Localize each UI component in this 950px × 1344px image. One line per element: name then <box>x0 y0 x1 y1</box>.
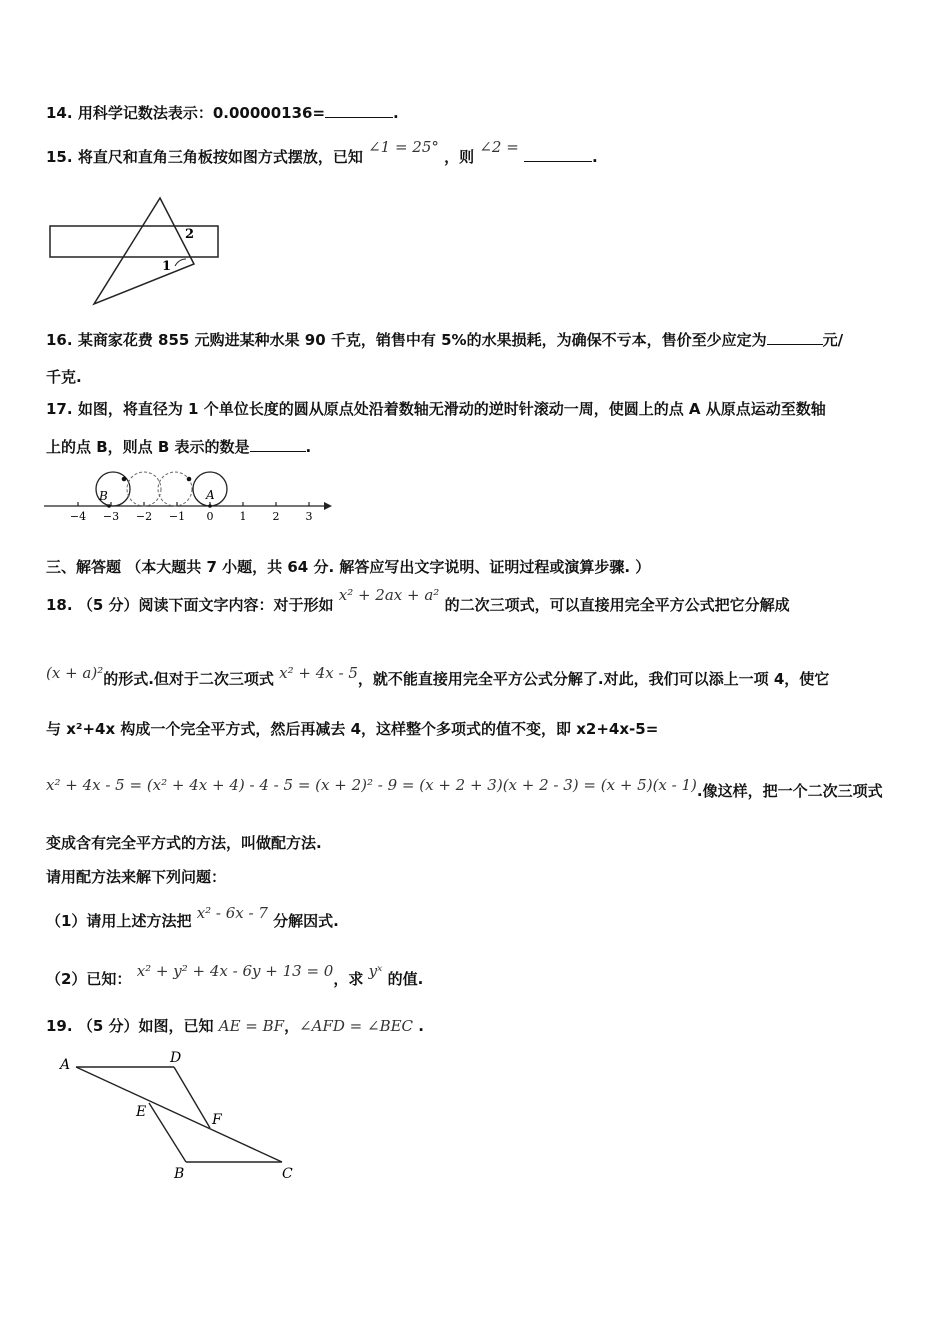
q16-line1: 某商家花费 855 元购进某种水果 90 千克，销售中有 5%的水果损耗，为确保不亏本，售价至少应定为 <box>77 331 767 349</box>
q18-sub1-a: （1）请用上述方法把 <box>46 912 192 930</box>
q17-line2: 上的点 B，则点 B 表示的数是 <box>46 438 250 456</box>
q15-end: . <box>592 148 598 166</box>
axis-tick-label: 2 <box>272 510 280 523</box>
q18-para6: 请用配方法来解下列问题： <box>46 868 227 886</box>
q18-intro-a: 阅读下面文字内容：对于形如 <box>138 596 334 614</box>
q18-sub1-b: 分解因式. <box>273 912 339 930</box>
dot-1 <box>122 477 127 482</box>
q17-number: 17. <box>46 400 73 418</box>
q15-answer-blank[interactable] <box>524 147 592 162</box>
label-a: A <box>60 1057 71 1073</box>
label-f: F <box>212 1112 222 1128</box>
q18-derivation: x² + 4x - 5 = (x² + 4x + 4) - 4 - 5 = (x + 2)² - 9 = (x + 2 + 3)(x + 2 - 3) = (x + 5)(x - 1) <box>46 776 697 794</box>
q17-answer-blank[interactable] <box>250 437 306 452</box>
circle-dashed-1 <box>127 472 161 506</box>
q18-para3: 与 x²+4x 构成一个完全平方式，然后再减去 4，这样整个多项式的值不变，即 x2+4x-5= <box>46 720 659 738</box>
point-a-dot <box>208 504 212 508</box>
q17-line1: 如图，将直径为 1 个单位长度的圆从原点处沿着数轴无滑动的逆时针滚动一周，使圆上的点 A 从原点运动至数轴 <box>77 400 826 418</box>
section-3-note: （本大题共 7 小题，共 64 分. 解答应写出文字说明、证明过程或演算步骤. ） <box>126 558 651 576</box>
q16-answer-blank[interactable] <box>767 330 823 345</box>
axis-tick-label: −3 <box>102 510 120 523</box>
q18-expr1: x² + 2ax + a² <box>338 586 440 604</box>
section-3-title: 三、解答题 <box>46 558 122 576</box>
label-e: E <box>136 1104 147 1120</box>
angle1-arc <box>175 259 186 266</box>
question-14 <box>46 102 399 124</box>
triangle <box>94 198 194 304</box>
segment-ac <box>76 1067 282 1162</box>
q18-p2-b: ，就不能直接用完全平方公式分解了.对此，我们可以添上一项 4，使它 <box>357 670 830 688</box>
q18-intro-b: 的二次三项式，可以直接用完全平方公式把它分解成 <box>444 596 790 614</box>
q17-end: . <box>305 438 312 456</box>
q14-end: . <box>393 104 399 122</box>
q19-cond1: AE = BF <box>218 1017 285 1035</box>
label-2: 2 <box>185 227 195 242</box>
q15-number: 15. <box>46 148 73 166</box>
q19-sep: ， <box>284 1017 300 1035</box>
q18-para5: 变成含有完全平方式的方法，叫做配方法. <box>46 834 322 852</box>
q14-answer-blank[interactable] <box>325 103 393 118</box>
axis-tick-label: −4 <box>69 510 87 523</box>
question-16 <box>46 329 843 351</box>
axis-tick-label: −2 <box>135 510 153 523</box>
question-15 <box>46 138 598 168</box>
q18-sub1 <box>46 904 339 932</box>
q18-sub2-expr: x² + y² + 4x - 6y + 13 = 0 <box>136 962 334 980</box>
q14-text: 用科学记数法表示：0.00000136= <box>77 104 326 122</box>
q18-p2-a: 的形式.但对于二次三项式 <box>103 670 274 688</box>
q18-para2 <box>46 664 830 690</box>
q18-expr3: x² + 4x - 5 <box>279 664 358 682</box>
q18-sub2-a: （2）已知： <box>46 970 132 988</box>
q19-number: 19. <box>46 1017 73 1035</box>
q16-line2: 千克. <box>46 368 82 386</box>
question-17 <box>46 398 826 420</box>
q18-sub2-b: ，求 <box>333 970 364 988</box>
label-c: C <box>282 1166 293 1182</box>
q15-angle1: ∠1 = 25° <box>368 138 439 156</box>
axis-arrow <box>324 502 332 510</box>
axis-tick-label: 0 <box>206 510 214 523</box>
q18-number: 18. <box>46 596 73 614</box>
q15-text-b: ，则 <box>444 148 475 166</box>
point-b-dot <box>107 504 111 508</box>
axis-tick-label: −1 <box>168 510 186 523</box>
q19-score: （5 分） <box>77 1017 139 1035</box>
q19-parallelogram-figure <box>50 1046 310 1186</box>
q19-text: 如图，已知 <box>138 1017 214 1035</box>
dot-2 <box>187 477 192 482</box>
q19-end: . <box>418 1017 424 1035</box>
q15-text-a: 将直尺和直角三角板按如图方式摆放，已知 <box>77 148 363 166</box>
q16-unit: 元/ <box>822 331 844 349</box>
q18-sub2-c: 的值. <box>387 970 424 988</box>
question-19 <box>46 1015 424 1037</box>
q18-p4-tail: .像这样，把一个二次三项式 <box>696 782 883 800</box>
q17-line2-row <box>46 436 311 458</box>
label-a: A <box>206 488 215 502</box>
q18-expr2: (x + a)² <box>46 664 104 682</box>
section-3-heading <box>46 556 650 578</box>
axis-tick-label: 1 <box>239 510 247 523</box>
segment-df <box>174 1067 210 1128</box>
q18-sub2-expr2: yˣ <box>368 962 383 980</box>
q18-sub1-expr: x² - 6x - 7 <box>196 904 268 922</box>
question-18 <box>46 586 790 616</box>
circle-dashed-2 <box>158 472 192 506</box>
label-1: 1 <box>162 259 172 274</box>
q18-sub2 <box>46 962 424 990</box>
q18-para4 <box>46 776 883 802</box>
q19-cond2: ∠AFD = ∠BEC <box>299 1017 414 1035</box>
label-b: B <box>174 1166 185 1182</box>
q18-score: （5 分） <box>77 596 139 614</box>
axis-tick-label: 3 <box>305 510 313 523</box>
q17-rolling-circle-figure <box>40 462 340 526</box>
q15-angle2: ∠2 = <box>479 138 519 156</box>
label-b: B <box>99 489 108 503</box>
q15-ruler-triangle-figure <box>40 192 240 312</box>
label-d: D <box>170 1050 182 1066</box>
q16-number: 16. <box>46 331 73 349</box>
segment-eb <box>149 1103 186 1162</box>
q14-number: 14. <box>46 104 73 122</box>
